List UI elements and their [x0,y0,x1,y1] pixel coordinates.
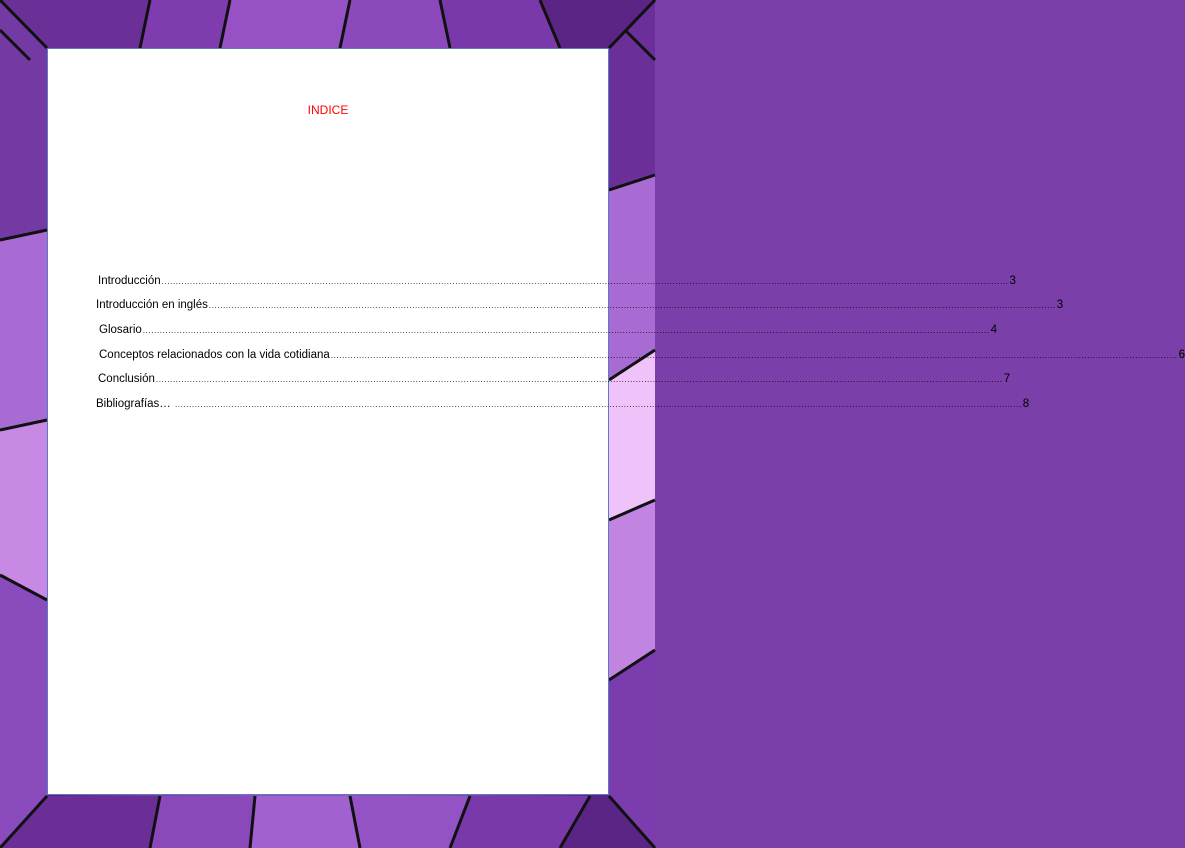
toc-leader-dots: ............................................................................................................................................................................................................................................................................................................ [161,277,1009,286]
toc-entry-conceptos[interactable] [99,349,1185,361]
toc-entry-page: 7 [1003,373,1011,385]
toc-entry-page: 4 [990,324,998,336]
toc-leader-dots: ............................................................................................................................................................................................................................................................................................................ [330,351,1178,360]
toc-entry-glosario[interactable] [99,324,998,336]
toc-entry-page: 3 [1009,275,1016,287]
toc-leader-dots: ............................................................................................................................................................................................................................................................................................................ [155,375,1003,384]
toc-entry-label: Introducción [98,275,161,287]
toc-entry-page: 8 [1022,398,1030,410]
toc-entry-introduccion-ingles[interactable] [96,299,1064,311]
toc-entry-label: Glosario [99,324,142,336]
toc-entry-label: Bibliografías… [96,398,174,410]
toc-entry-conclusion[interactable] [98,373,1011,385]
toc-entry-bibliografias[interactable] [96,398,1030,410]
toc-entry-label: Conclusión [98,373,155,385]
toc-leader-dots: ............................................................................................................................................................................................................................................................................................................ [208,301,1056,310]
toc-entry-page: 6 [1178,349,1185,361]
toc-entry-introduccion[interactable] [98,275,1016,287]
page-title: INDICE [307,103,349,117]
toc-entry-page: 3 [1056,299,1064,311]
toc-entry-label: Conceptos relacionados con la vida cotidiana [99,349,330,361]
toc-leader-dots: ............................................................................................................................................................................................................................................................................................................ [142,326,990,335]
document-page [47,48,1185,795]
toc-entry-label: Introducción en inglés [96,299,208,311]
toc-leader-dots: ............................................................................................................................................................................................................................................................................................................ [174,400,1022,409]
